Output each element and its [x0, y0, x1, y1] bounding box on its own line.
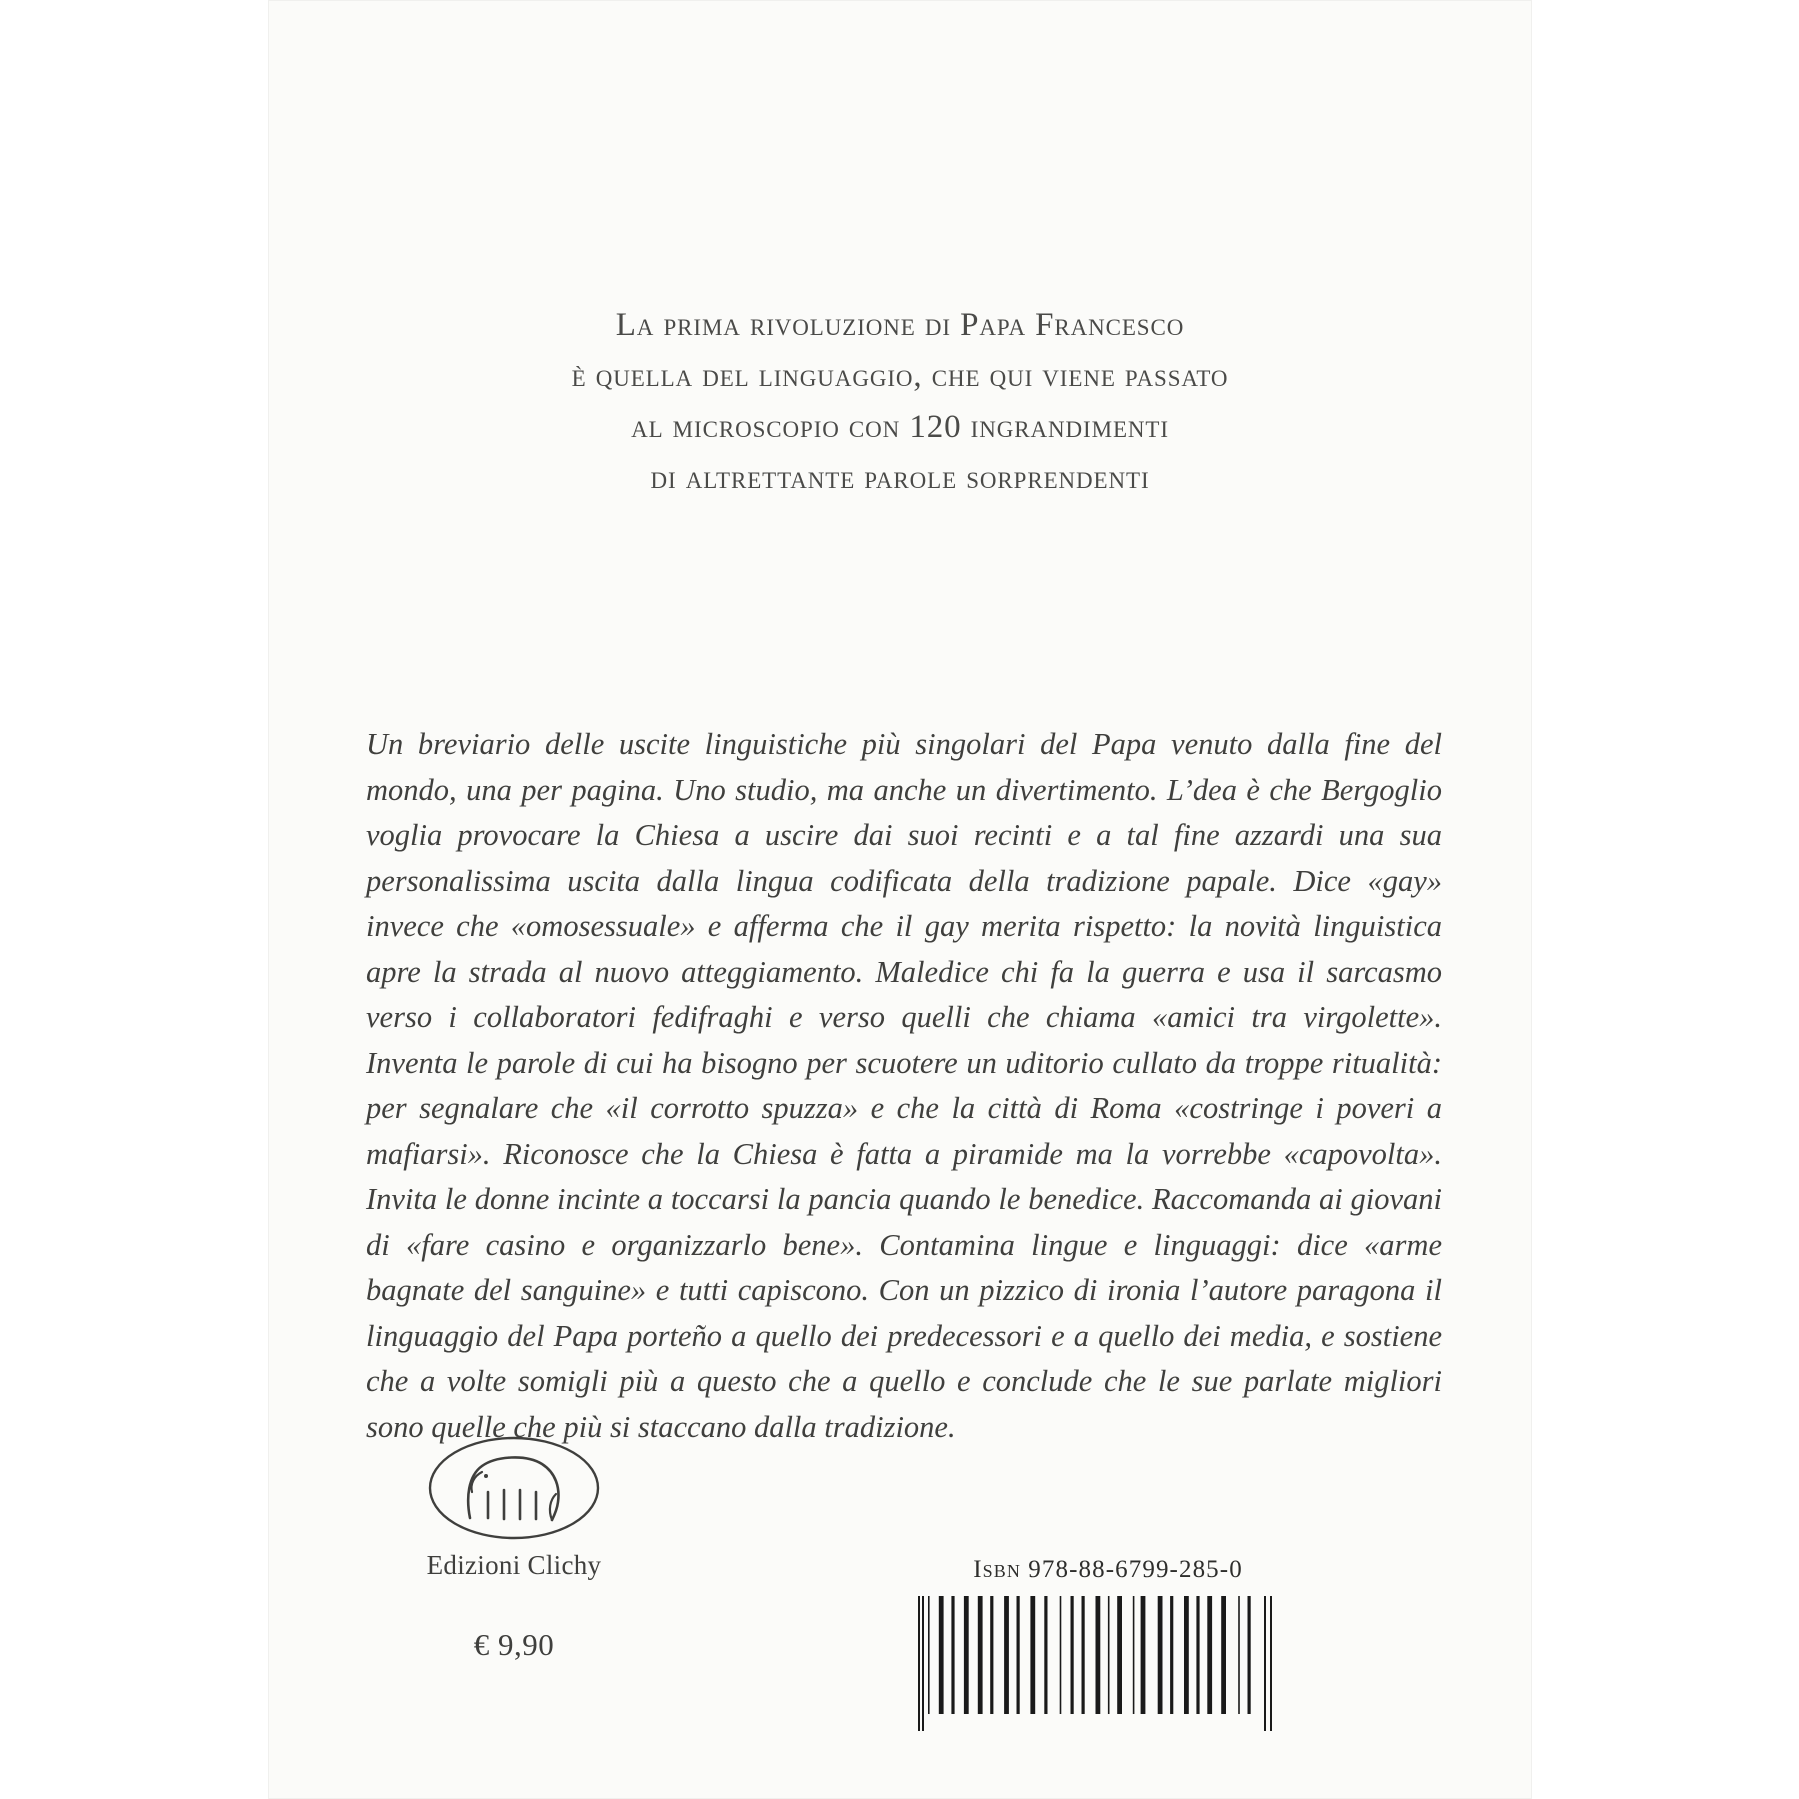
isbn-text: Isbn 978-88-6799-285-0: [973, 1556, 1243, 1583]
cover-blurb-line-4: di altrettante parole sorprendenti: [650, 460, 1150, 496]
cover-blurb-line-2: è quella del linguaggio, che qui viene passato: [571, 358, 1229, 394]
book-back-cover: [268, 0, 1532, 1799]
cover-description: Un breviario delle uscite linguistiche più singolari del Papa venuto dalla fine del mondo, una per pagina. Uno studio, ma anche un divertimento. L’dea è che Bergoglio voglia provocare la Chiesa a uscire dai suoi recinti e a tal fine azzardi una sua personalissima uscita dalla lingua codificata della tradizione papale. Dice «gay» invece che «omosessuale» e afferma che il gay merita rispetto: la novità linguistica apre la strada al nuovo atteggiamento. Maledice chi fa la guerra e usa il sarcasmo verso i collaboratori fedifraghi e verso quelli che chiama «amici tra virgolette». Inventa le parole di cui ha bisogno per scuotere un uditorio cullato da troppe ritualità: per segnalare che «il corrotto spuzza» e che la città di Roma «costringe i poveri a mafiarsi». Riconosce che la Chiesa è fatta a piramide ma la vorrebbe «capovolta». Invita le donne incinte a toccarsi la pancia quando le benedice. Raccomanda ai giovani di «fare casino e organizzarlo bene». Contamina lingue e linguaggi: dice «arme bagnate del sanguine» e tutti capiscono. Con un pizzico di ironia l’autore paragona il linguaggio del Papa porteño a quello dei predecessori e a quello dei media, e sostiene che a volte somigli più a questo che a quello e conclude che le sue parlate migliori sono quelle che più si staccano dalla tradizione.: [366, 727, 1442, 1444]
price-label: € 9,90: [473, 1627, 555, 1662]
cover-blurb-line-1: La prima rivoluzione di Papa Francesco: [615, 307, 1185, 343]
publisher-block: [364, 1432, 664, 1663]
barcode-icon: [908, 1596, 1288, 1746]
elephant-logo-icon: [426, 1432, 602, 1544]
cover-blurb: [268, 300, 1532, 504]
cover-blurb-line-3: al microscopio con 120 ingrandimenti: [631, 409, 1169, 445]
publisher-name: Edizioni Clichy: [426, 1550, 602, 1580]
isbn-block: [908, 1556, 1308, 1746]
